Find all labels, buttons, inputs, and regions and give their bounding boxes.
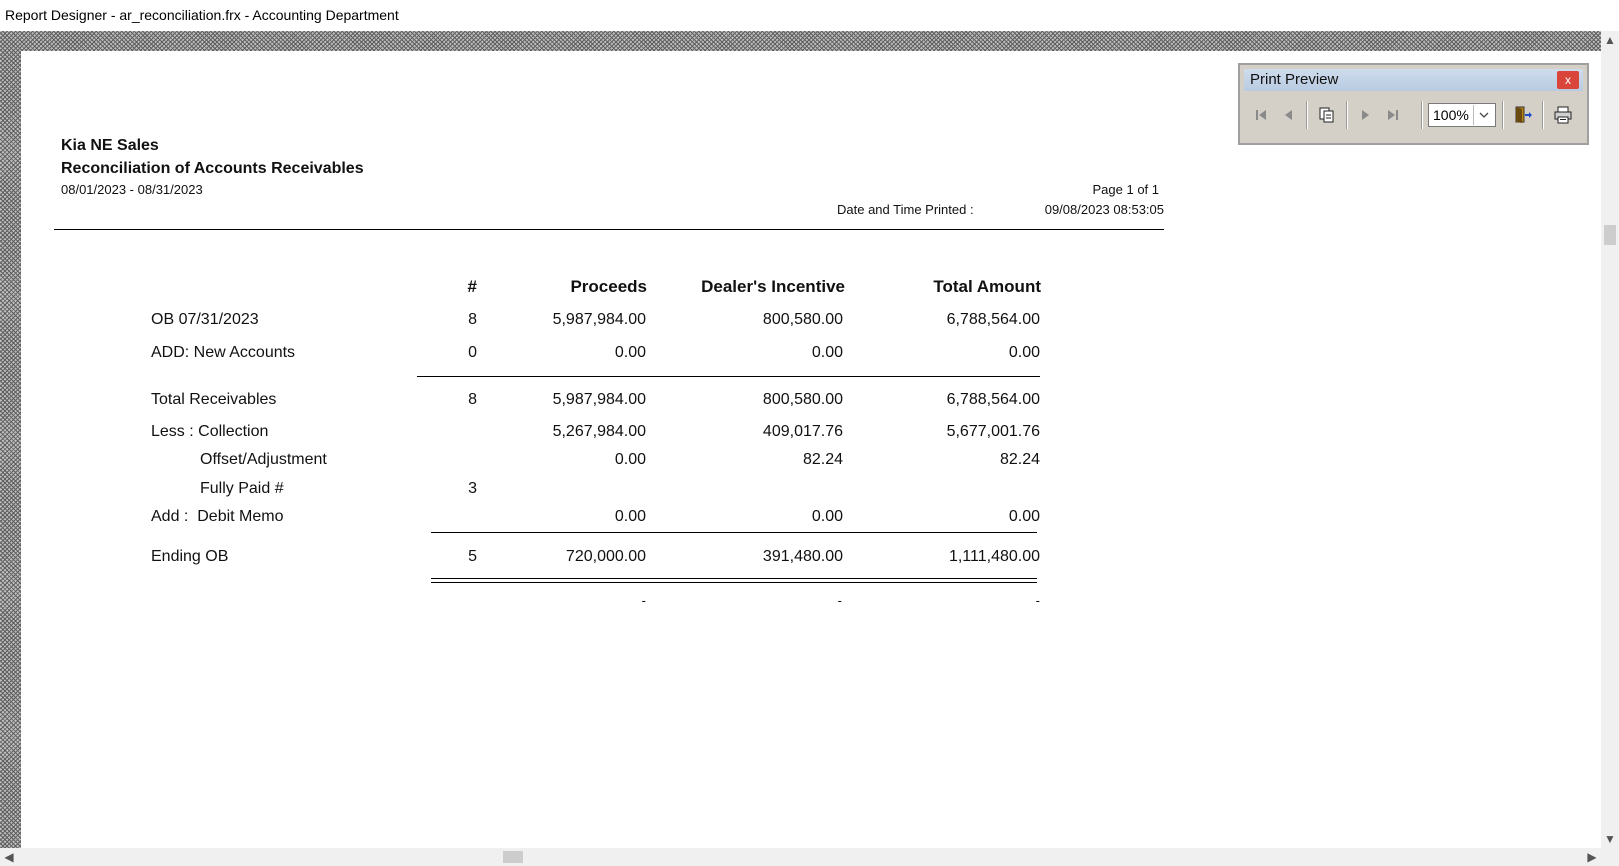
report-period: 08/01/2023 - 08/31/2023 [61, 182, 203, 197]
report-title: Reconciliation of Accounts Receivables [61, 160, 364, 177]
row-label: Offset/Adjustment [200, 451, 327, 468]
first-page-button[interactable] [1248, 101, 1274, 129]
toolbar-separator [1542, 101, 1544, 129]
row-count: 8 [468, 391, 477, 408]
close-preview-icon [1513, 105, 1533, 125]
row-total: 0.00 [1008, 508, 1040, 525]
resize-grip[interactable] [1601, 848, 1619, 866]
row-label: Fully Paid # [200, 480, 284, 497]
row-count: 3 [468, 480, 477, 497]
print-preview-toolbar [1238, 63, 1589, 145]
scroll-right-icon[interactable]: ▶ [1587, 850, 1597, 864]
toolbar-separator [1346, 101, 1348, 129]
toolbar-separator [1421, 101, 1423, 129]
check-proceeds: - [641, 593, 646, 608]
double-rule-bottom [431, 582, 1037, 583]
column-header-count: # [467, 277, 477, 296]
row-incentive: 82.24 [802, 451, 843, 468]
row-label: OB 07/31/2023 [151, 311, 259, 328]
ending-rule [431, 532, 1037, 533]
toolbar-separator [1502, 101, 1504, 129]
row-incentive: 0.00 [811, 508, 843, 525]
previous-page-icon [1282, 108, 1296, 122]
print-button[interactable] [1548, 101, 1578, 129]
scroll-left-icon[interactable]: ◀ [4, 850, 14, 864]
zoom-value: 100% [1433, 107, 1469, 123]
subtotal-rule [417, 376, 1040, 377]
chevron-down-icon[interactable] [1473, 105, 1494, 125]
close-icon[interactable]: x [1557, 71, 1579, 89]
printer-icon [1553, 106, 1573, 124]
row-incentive: 800,580.00 [762, 311, 843, 328]
check-total: - [1035, 593, 1040, 608]
row-incentive: 0.00 [811, 344, 843, 361]
last-page-button[interactable] [1380, 101, 1406, 129]
vertical-scroll-thumb[interactable] [1604, 225, 1616, 245]
column-header-incentive: Dealer's Incentive [701, 277, 845, 296]
horizontal-scrollbar[interactable] [0, 848, 1601, 866]
row-label: Less : Collection [151, 423, 269, 440]
row-label: Total Receivables [151, 391, 277, 408]
horizontal-scroll-thumb[interactable] [503, 851, 523, 863]
row-incentive: 391,480.00 [762, 548, 843, 565]
row-label: Add : Debit Memo [151, 508, 284, 525]
window-titlebar [0, 0, 1619, 31]
row-proceeds: 0.00 [614, 344, 646, 361]
row-label: ADD: New Accounts [151, 344, 296, 361]
row-total: 1,111,480.00 [948, 548, 1040, 565]
row-proceeds: 5,267,984.00 [552, 423, 646, 440]
row-proceeds: 5,987,984.00 [552, 391, 646, 408]
next-page-button[interactable] [1352, 101, 1378, 129]
column-header-proceeds: Proceeds [570, 277, 647, 296]
double-rule-top [431, 578, 1037, 579]
row-proceeds: 5,987,984.00 [552, 311, 646, 328]
go-to-page-icon [1318, 106, 1336, 124]
next-page-icon [1358, 108, 1372, 122]
close-preview-button[interactable] [1508, 101, 1538, 129]
row-incentive: 409,017.76 [762, 423, 843, 440]
row-total: 6,788,564.00 [946, 311, 1040, 328]
window-title: Report Designer - ar_reconciliation.frx - Accounting Department [5, 7, 399, 23]
row-incentive: 800,580.00 [762, 391, 843, 408]
go-to-page-button[interactable] [1312, 101, 1342, 129]
printed-datetime: 09/08/2023 08:53:05 [1044, 202, 1164, 217]
zoom-select[interactable] [1428, 103, 1496, 127]
row-total: 6,788,564.00 [946, 391, 1040, 408]
column-header-total: Total Amount [933, 277, 1041, 296]
row-count: 5 [468, 548, 477, 565]
company-name: Kia NE Sales [61, 137, 159, 154]
row-proceeds: 720,000.00 [565, 548, 646, 565]
row-total: 0.00 [1008, 344, 1040, 361]
scroll-down-icon[interactable]: ▼ [1604, 832, 1616, 846]
toolbar-separator [1306, 101, 1308, 129]
printed-label: Date and Time Printed : [837, 202, 974, 217]
row-proceeds: 0.00 [614, 508, 646, 525]
last-page-icon [1386, 108, 1400, 122]
row-count: 0 [468, 344, 477, 361]
check-incentive: - [837, 593, 842, 608]
vertical-scrollbar[interactable] [1601, 31, 1619, 848]
page-number: Page 1 of 1 [1092, 182, 1159, 197]
previous-page-button[interactable] [1276, 101, 1302, 129]
report-page [21, 51, 1601, 848]
row-proceeds: 0.00 [614, 451, 646, 468]
first-page-icon [1254, 108, 1268, 122]
header-rule [54, 229, 1164, 230]
row-label: Ending OB [151, 548, 229, 565]
preview-workspace [0, 31, 1601, 848]
row-count: 8 [468, 311, 477, 328]
row-total: 5,677,001.76 [946, 423, 1040, 440]
print-preview-titlebar[interactable] [1244, 69, 1583, 91]
scroll-up-icon[interactable]: ▲ [1604, 33, 1616, 47]
print-preview-title: Print Preview [1250, 71, 1339, 88]
row-total: 82.24 [999, 451, 1040, 468]
